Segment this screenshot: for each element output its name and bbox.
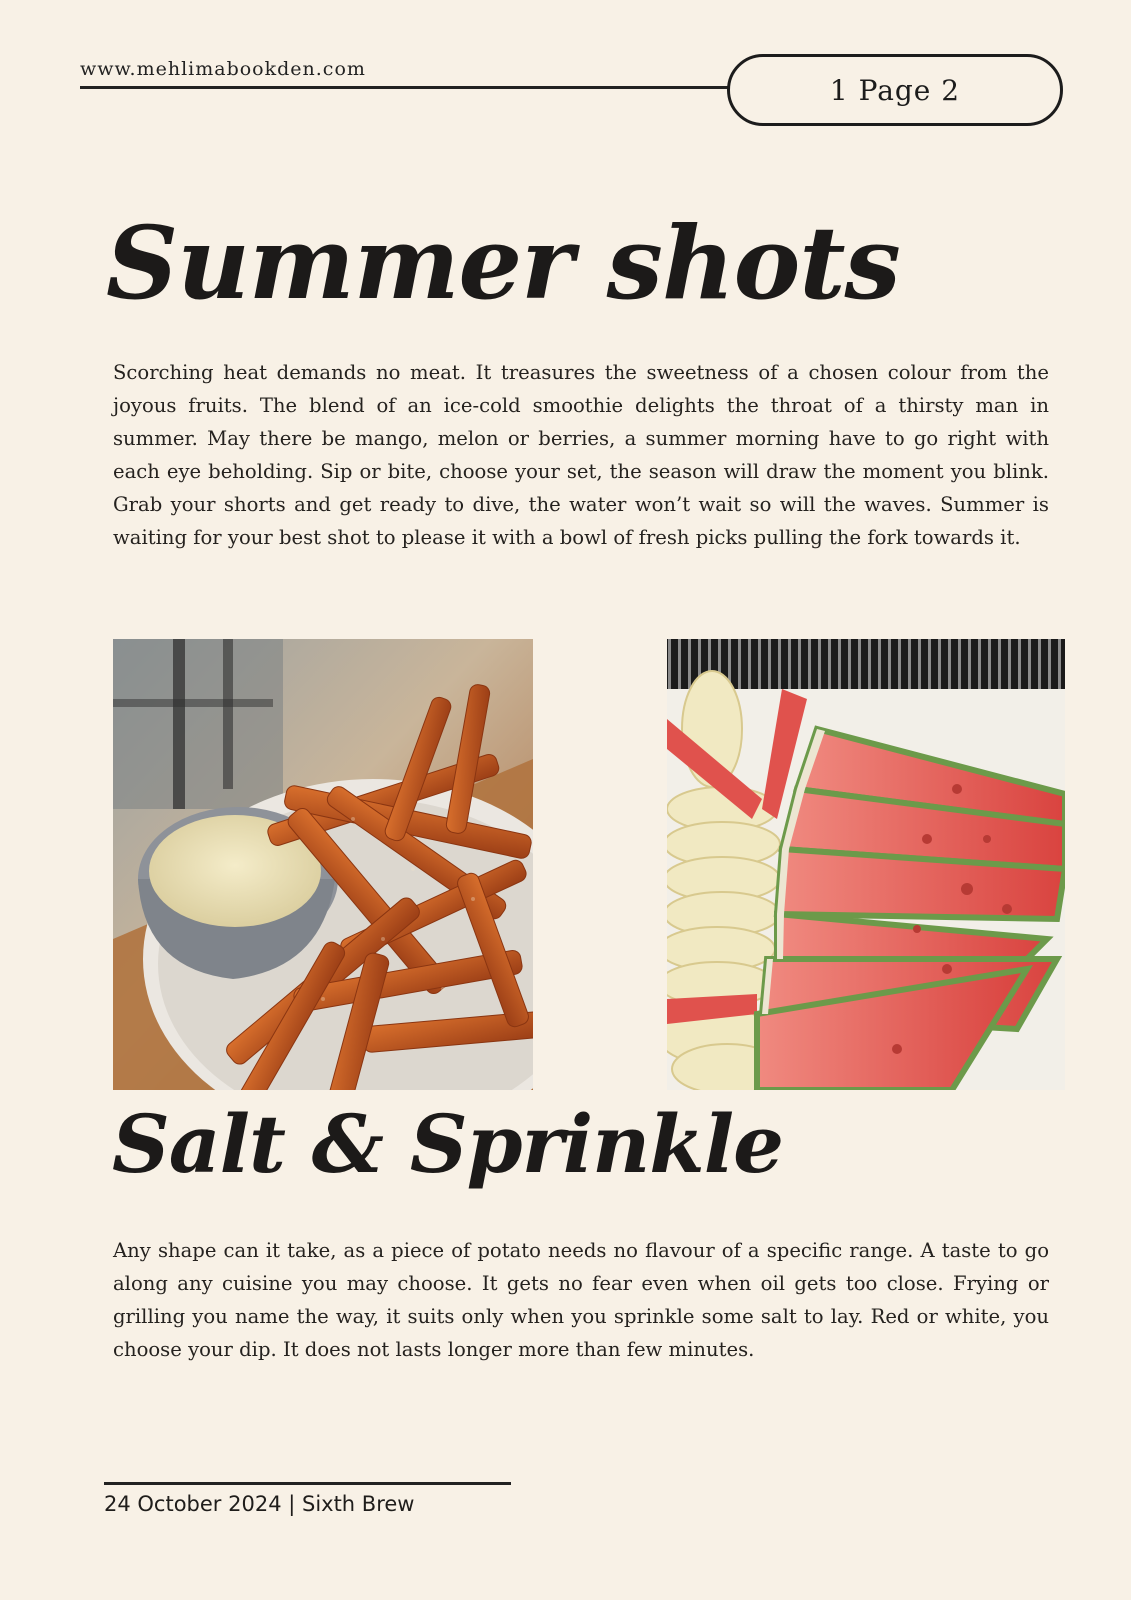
- intro-paragraph: Scorching heat demands no meat. It treasures the sweetness of a chosen colour from the joyous fruits. The blend of an ice-cold smoothie delights the throat of a thirsty man in summer. May there be mango, melon or berries, a summer morning have to go right with each eye beholding. Sip or bite, choose your set, the season will draw the moment you blink. Grab your shorts and get ready to dive, the water won’t wait so will the waves. Summer is waiting for your best shot to please it with a bowl of fresh picks pulling the fork towards it.: [113, 361, 1049, 549]
- fries-illustration: [113, 639, 533, 1090]
- header-divider: [80, 86, 730, 89]
- watermelon-photo: [667, 639, 1065, 1090]
- watermelon-illustration: [667, 639, 1065, 1090]
- page-title: Summer shots: [106, 204, 900, 322]
- section-title: Salt & Sprinkle: [112, 1097, 784, 1191]
- page-number-badge: 1 Page 2: [727, 54, 1063, 126]
- footer-divider: [104, 1482, 511, 1485]
- footer-date-issue: 24 October 2024 | Sixth Brew: [104, 1492, 415, 1516]
- section-paragraph: Any shape can it take, as a piece of potato needs no flavour of a specific range. A taste to go along any cuisine you may choose. It gets no fear even when oil gets too close. Frying or grilling you name the way, it suits only when you sprinkle some salt to lay. Red or white, you choose your dip. It does not lasts longer more than few minutes.: [113, 1239, 1049, 1361]
- fries-photo: [113, 639, 533, 1090]
- website-url[interactable]: www.mehlimabookden.com: [80, 58, 366, 80]
